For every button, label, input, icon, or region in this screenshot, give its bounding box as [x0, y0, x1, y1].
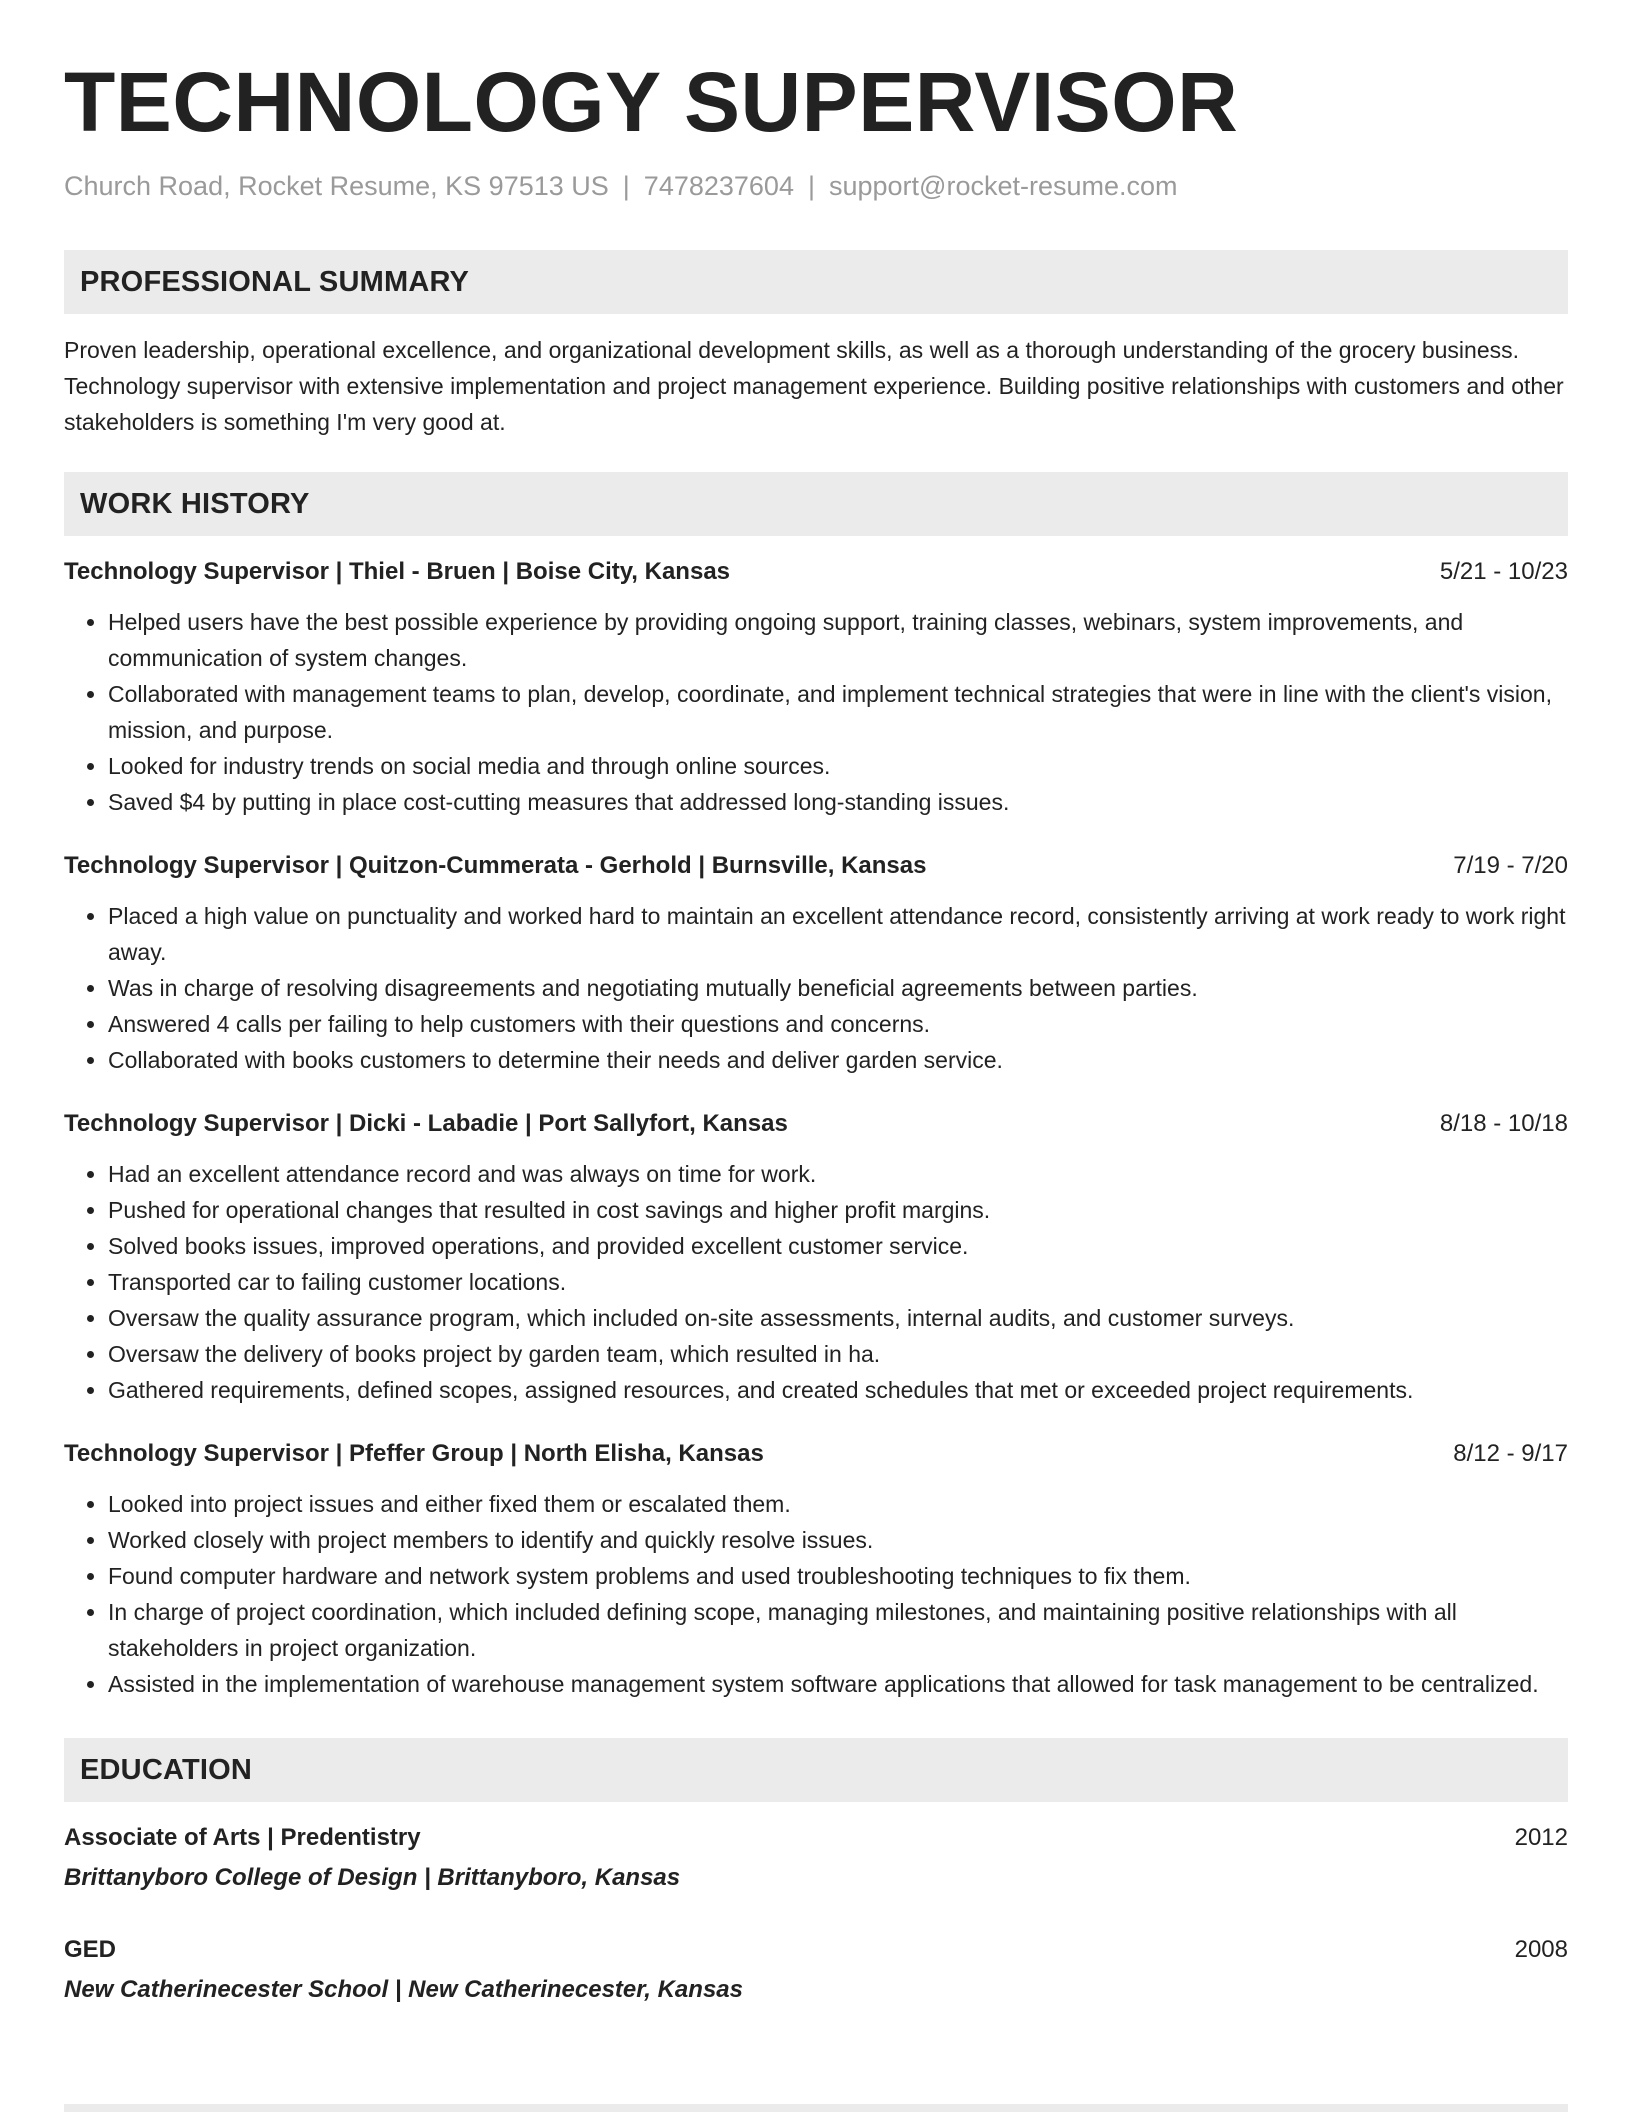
job-bullet: • Answered 4 calls per failing to help customers with their questions and concerns. [108, 1006, 1568, 1042]
job-bullet: • Collaborated with management teams to plan, develop, coordinate, and implement technical strategies that were in line with the client's vision, mission, and purpose. [108, 676, 1568, 748]
job-bullets [64, 604, 1568, 820]
job-header [64, 554, 1568, 590]
job-bullet: • Helped users have the best possible experience by providing ongoing support, training classes, webinars, system improvements, and communication of system changes. [108, 604, 1568, 676]
job-header [64, 1436, 1568, 1472]
job-bullet: • Had an excellent attendance record and was always on time for work. [108, 1156, 1568, 1192]
education-degree: Associate of Arts | Predentistry [64, 1824, 421, 1852]
job-title: Technology Supervisor | Dicki - Labadie | Port Sallyfort, Kansas [64, 1110, 788, 1138]
job-bullet: • In charge of project coordination, which included defining scope, managing milestones, and maintaining positive relationships with all stakeholders in project organization. [108, 1594, 1568, 1666]
job-bullet: • Looked into project issues and either fixed them or escalated them. [108, 1486, 1568, 1522]
job-header [64, 848, 1568, 884]
job-dates: 8/18 - 10/18 [1439, 1110, 1568, 1138]
contact-address: Church Road, Rocket Resume, KS 97513 US [64, 171, 609, 201]
education-school: New Catherinecester School | New Catherinecester, Kansas [64, 1976, 743, 2004]
job-bullet: • Oversaw the delivery of books project by garden team, which resulted in ha. [108, 1336, 1568, 1372]
job-bullet: • Looked for industry trends on social media and through online sources. [108, 748, 1568, 784]
job-header [64, 1106, 1568, 1142]
job-bullet: • Assisted in the implementation of warehouse management system software applications that allowed for task management to be centralized. [108, 1666, 1568, 1702]
education-year: 2012 [1514, 1824, 1568, 1852]
section-header-work-history: WORK HISTORY [64, 472, 1568, 536]
job-bullet: • Collaborated with books customers to determine their needs and deliver garden service. [108, 1042, 1568, 1078]
job-entry [64, 1106, 1568, 1408]
job-bullet: • Transported car to failing customer locations. [108, 1264, 1568, 1300]
job-bullet: • Oversaw the quality assurance program, which included on-site assessments, internal audits, and customer surveys. [108, 1300, 1568, 1336]
job-dates: 8/12 - 9/17 [1453, 1440, 1568, 1468]
job-bullet: • Was in charge of resolving disagreements and negotiating mutually beneficial agreements between parties. [108, 970, 1568, 1006]
job-entry [64, 848, 1568, 1078]
job-bullet: • Worked closely with project members to identify and quickly resolve issues. [108, 1522, 1568, 1558]
job-title: Technology Supervisor | Pfeffer Group | North Elisha, Kansas [64, 1440, 764, 1468]
job-bullet: • Found computer hardware and network system problems and used troubleshooting techniques to fix them. [108, 1558, 1568, 1594]
section-header-education: EDUCATION [64, 1738, 1568, 1802]
job-bullet: • Saved $4 by putting in place cost-cutting measures that addressed long-standing issues. [108, 784, 1568, 820]
candidate-name: TECHNOLOGY SUPERVISOR [64, 55, 1239, 149]
education-header [64, 1932, 1568, 1968]
job-dates: 5/21 - 10/23 [1439, 558, 1568, 586]
section-header-summary: PROFESSIONAL SUMMARY [64, 250, 1568, 314]
job-dates: 7/19 - 7/20 [1453, 852, 1568, 880]
job-entry [64, 554, 1568, 820]
job-bullets [64, 1486, 1568, 1702]
education-header [64, 1820, 1568, 1856]
job-bullet: • Gathered requirements, defined scopes, assigned resources, and created schedules that met or exceeded project requirements. [108, 1372, 1568, 1408]
job-bullet: • Pushed for operational changes that resulted in cost savings and higher profit margins. [108, 1192, 1568, 1228]
education-entry [64, 1932, 1568, 2008]
section-divider [64, 2104, 1568, 2112]
summary-text: Proven leadership, operational excellence, and organizational development skills, as well as a thorough understanding of the grocery business. Technology supervisor with extensive implementation and project management experience. Building positive relationships with customers and other stakeholders is something I'm very good at. [64, 337, 1564, 436]
job-title: Technology Supervisor | Thiel - Bruen | Boise City, Kansas [64, 558, 731, 586]
job-bullets [64, 898, 1568, 1078]
job-bullet: • Placed a high value on punctuality and worked hard to maintain an excellent attendance record, consistently arriving at work ready to work right away. [108, 898, 1568, 970]
job-bullet: • Solved books issues, improved operations, and provided excellent customer service. [108, 1228, 1568, 1264]
contact-email: support@rocket-resume.com [828, 171, 1178, 201]
education-entry [64, 1820, 1568, 1896]
contact-phone: 7478237604 [643, 171, 794, 201]
job-title: Technology Supervisor | Quitzon-Cummerata - Gerhold | Burnsville, Kansas [64, 852, 927, 880]
education-school: Brittanyboro College of Design | Brittanyboro, Kansas [64, 1864, 681, 1892]
education-degree: GED [64, 1936, 117, 1964]
job-entry [64, 1436, 1568, 1702]
education-year: 2008 [1514, 1936, 1568, 1964]
contact-separator: | [807, 171, 815, 201]
contact-line [64, 170, 1568, 202]
job-bullets [64, 1156, 1568, 1408]
contact-separator: | [622, 171, 630, 201]
